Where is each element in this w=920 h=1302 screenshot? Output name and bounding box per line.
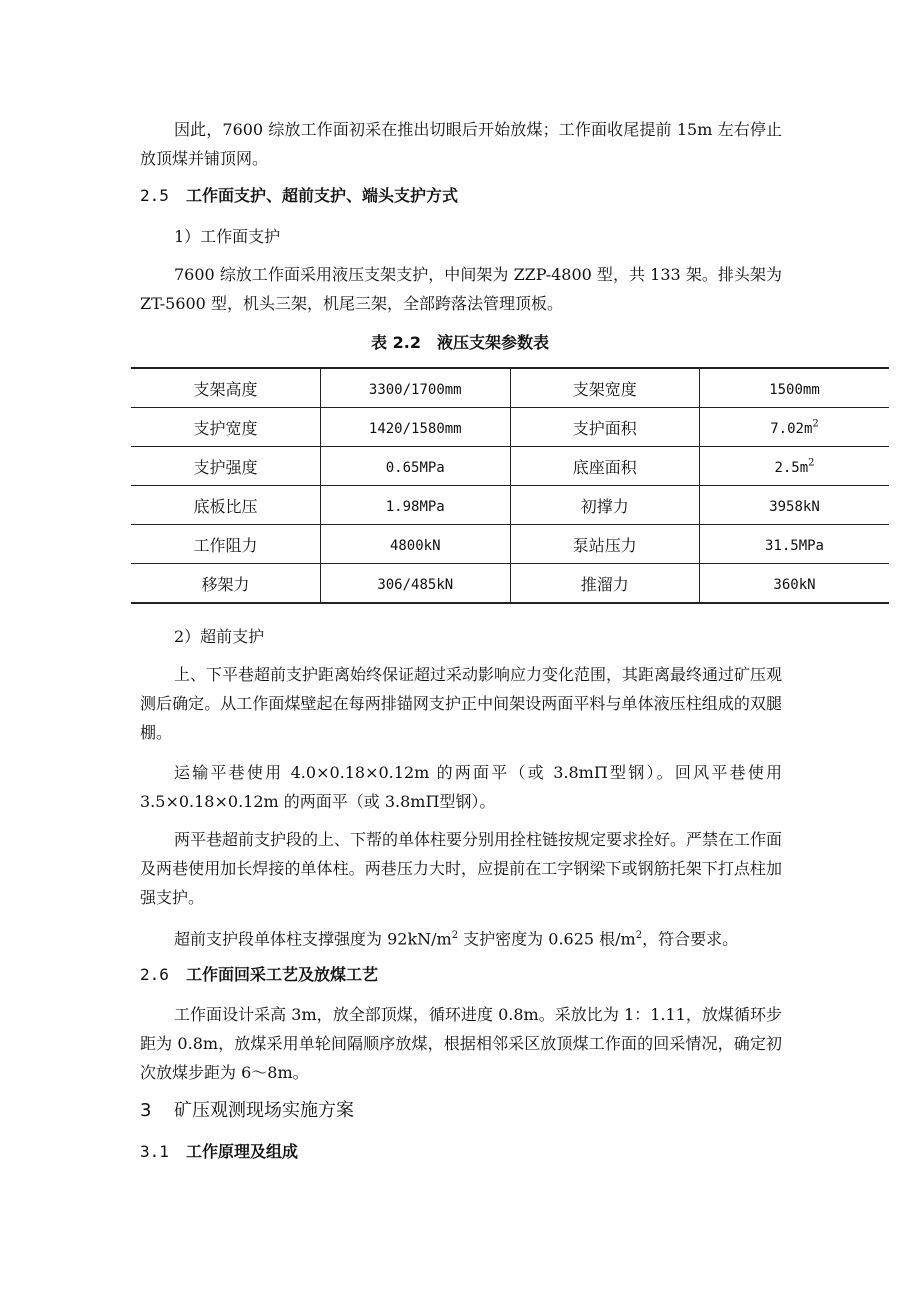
param-value-cell xyxy=(321,447,511,486)
param-name-cell xyxy=(131,408,321,447)
param-value-cell xyxy=(700,368,890,408)
cell-text: 支架宽度 xyxy=(572,379,637,399)
paragraph-roadway-beams: 运输平巷使用 4.0×0.18×0.12m 的两面平（或 3.8mΠ型钢）。回风平巷使用 3.5×0.18×0.12m 的两面平（或 3.8mΠ型钢）。 xyxy=(140,763,782,811)
cell-text: 3958kN xyxy=(769,498,820,515)
cell-text: 2.5m xyxy=(774,459,809,476)
support-parameter-table xyxy=(131,367,889,604)
cell-text: 1420/1580mm xyxy=(368,420,462,437)
cell-text: 泵站压力 xyxy=(572,535,637,555)
section-heading-2-6 xyxy=(140,962,378,988)
param-name-cell xyxy=(510,408,700,447)
superscript: 2 xyxy=(635,930,643,941)
section-heading-3-1 xyxy=(140,1139,298,1165)
cell-text: 1500mm xyxy=(769,381,820,398)
subheading-face-support: 1）工作面支护 xyxy=(174,227,281,246)
superscript: 2 xyxy=(451,930,459,941)
param-name-cell xyxy=(131,368,321,408)
param-name-cell xyxy=(510,564,700,604)
param-name-cell xyxy=(131,525,321,564)
cell-text: 306/485kN xyxy=(377,576,454,593)
section-number: 2.5 xyxy=(140,186,169,205)
section-number: 2.6 xyxy=(140,965,169,984)
param-value-cell xyxy=(700,564,890,604)
section-title: 工作原理及组成 xyxy=(186,1142,299,1161)
param-value-cell xyxy=(321,368,511,408)
cell-text: 底座面积 xyxy=(572,457,637,477)
subheading-advance-support: 2）超前支护 xyxy=(174,627,265,646)
table-row xyxy=(131,447,889,486)
cell-text: 支护宽度 xyxy=(193,418,258,438)
cell-text: 移架力 xyxy=(201,574,250,594)
paragraph-support-strength xyxy=(140,921,782,953)
chapter-title: 矿压观测现场实施方案 xyxy=(174,1100,354,1121)
table-row xyxy=(131,486,889,525)
param-value-cell xyxy=(700,525,890,564)
section-title: 工作面回采工艺及放煤工艺 xyxy=(186,965,379,984)
cell-text: 4800kN xyxy=(389,537,441,554)
paragraph-hydraulic-support: 7600 综放工作面采用液压支架支护，中间架为 ZZP-4800 型，共 133 架。排头架为 ZT-5600 型，机头三架，机尾三架，全部跨落法管理顶板。 xyxy=(140,265,782,313)
table-row xyxy=(131,368,889,408)
cell-text: 推溜力 xyxy=(580,574,629,594)
cell-text: 初撑力 xyxy=(580,496,629,516)
param-value-cell xyxy=(700,447,890,486)
param-name-cell xyxy=(510,486,700,525)
paragraph-mining-process: 工作面设计采高 3m，放全部顶煤，循环进度 0.8m。采放比为 1：1.11，放煤循环步距为 0.8m，放煤采用单轮间隔顺序放煤，根据相邻采区放顶煤工作面的回采情况，确定初次放煤步距为 6～8m。 xyxy=(140,1005,782,1082)
param-value-cell xyxy=(321,408,511,447)
cell-text: 7.02m xyxy=(770,420,813,437)
table-row xyxy=(131,525,889,564)
param-name-cell xyxy=(510,525,700,564)
param-name-cell xyxy=(510,447,700,486)
paragraph-coal-release-start: 因此，7600 综放工作面初采在推出切眼后开始放煤；工作面收尾提前 15m 左右停止放顶煤并铺顶网。 xyxy=(140,120,782,168)
cell-text: 31.5MPa xyxy=(764,537,824,554)
param-name-cell xyxy=(131,486,321,525)
param-value-cell xyxy=(321,564,511,604)
section-heading-2-5 xyxy=(140,183,458,209)
param-name-cell xyxy=(131,447,321,486)
param-value-cell xyxy=(321,525,511,564)
param-value-cell xyxy=(700,486,890,525)
param-value-cell xyxy=(700,408,890,447)
param-value-cell xyxy=(321,486,511,525)
cell-text: 1.98MPa xyxy=(385,498,445,515)
text-fragment: 超前支护段单体柱支撑强度为 92kN/m xyxy=(174,929,452,949)
cell-text: 3300/1700mm xyxy=(368,381,462,398)
cell-text: 支架高度 xyxy=(193,379,258,399)
paragraph-prop-chains: 两平巷超前支护段的上、下帮的单体柱要分别用拴柱链按规定要求拴好。严禁在工作面及两巷使用加长焊接的单体柱。两巷压力大时，应提前在工字钢梁下或钢筋托架下打点柱加强支护。 xyxy=(140,830,783,907)
superscript: 2 xyxy=(808,457,815,469)
cell-text: 0.65MPa xyxy=(385,459,445,476)
param-name-cell xyxy=(131,564,321,604)
chapter-number: 3 xyxy=(140,1100,152,1121)
cell-text: 工作阻力 xyxy=(193,535,258,555)
cell-text: 支护面积 xyxy=(572,418,637,438)
cell-text: 支护强度 xyxy=(193,457,258,477)
section-title: 工作面支护、超前支护、端头支护方式 xyxy=(186,186,459,205)
chapter-heading-3 xyxy=(140,1096,354,1126)
superscript: 2 xyxy=(812,418,819,430)
param-name-cell xyxy=(510,368,700,408)
cell-text: 360kN xyxy=(773,576,816,593)
cell-text: 底板比压 xyxy=(193,496,258,516)
table-row xyxy=(131,564,889,604)
text-fragment: ，符合要求。 xyxy=(642,929,739,949)
section-number: 3.1 xyxy=(140,1142,169,1161)
text-fragment: 支护密度为 0.625 根/m xyxy=(458,929,636,949)
table-row xyxy=(131,408,889,447)
table-caption: 表 2.2 液压支架参数表 xyxy=(371,333,549,352)
paragraph-advance-support-range: 上、下平巷超前支护距离始终保证超过采动影响应力变化范围，其距离最终通过矿压观测后确定。从工作面煤壁起在每两排锚网支护正中间架设两面平料与单体液压柱组成的双腿棚。 xyxy=(140,665,783,742)
